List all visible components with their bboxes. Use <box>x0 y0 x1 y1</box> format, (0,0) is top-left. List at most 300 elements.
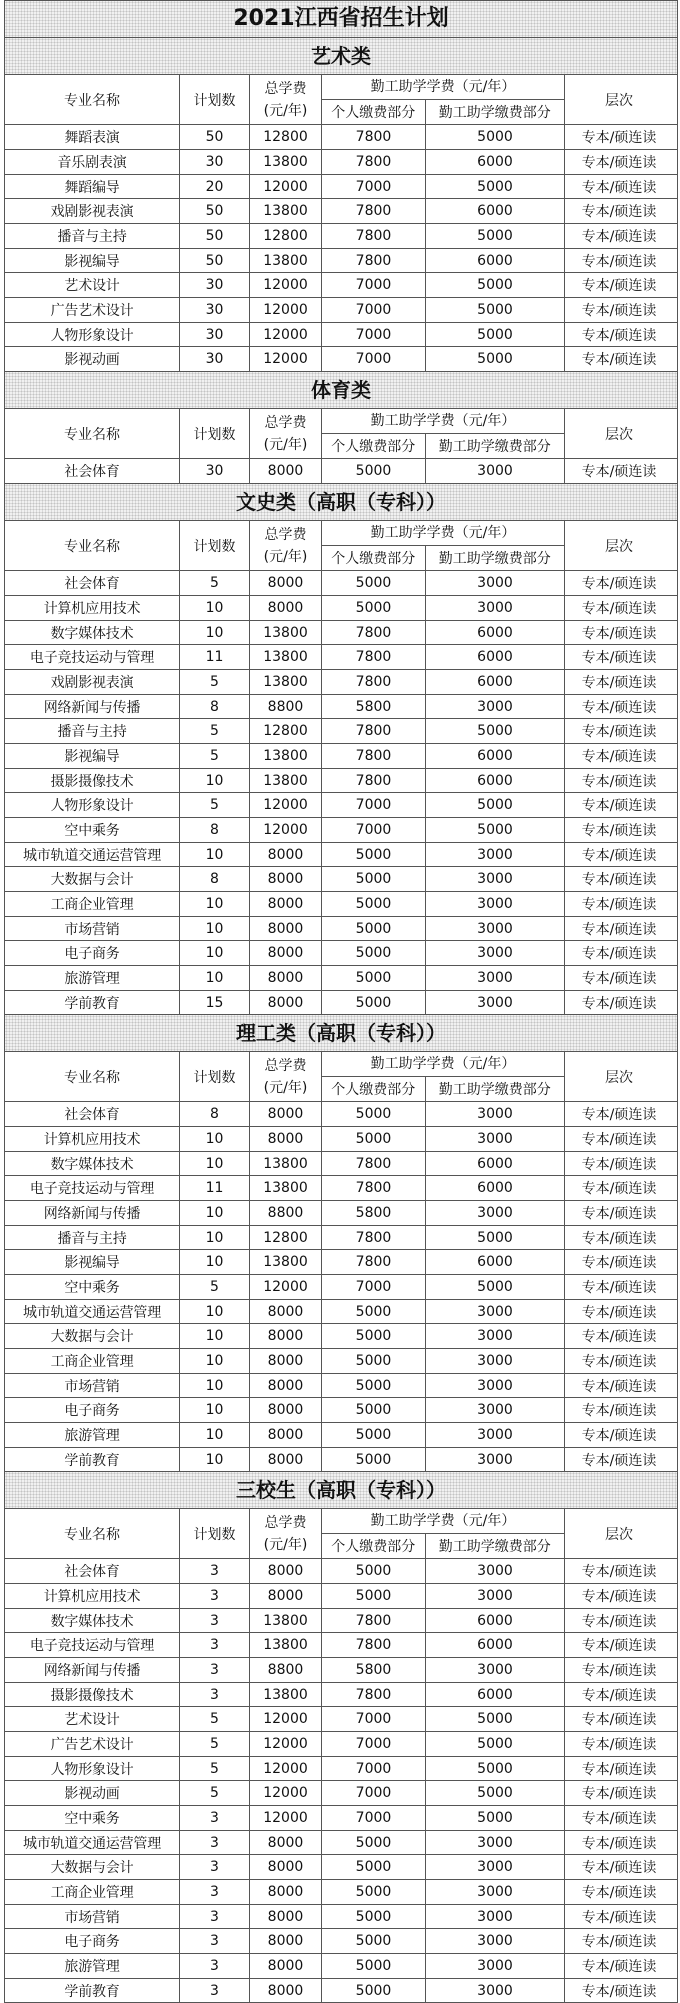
personal-fee-cell: 5800 <box>322 695 426 718</box>
work-study-fee-cell: 6000 <box>426 199 565 223</box>
total-fee-cell: 8800 <box>250 695 322 718</box>
major-name-cell: 社会体育 <box>5 1559 180 1583</box>
header-work-study-part: 勤工助学缴费部分 <box>438 105 551 121</box>
level-cell: 专本/硕连读 <box>581 278 657 294</box>
personal-fee-cell: 5000 <box>322 1905 426 1928</box>
personal-fee-cell: 7800 <box>322 1250 426 1274</box>
work-study-fee-cell: 3000 <box>426 1324 565 1348</box>
table-row <box>5 818 677 843</box>
table-row <box>5 1781 677 1806</box>
work-study-fee-cell: 5000 <box>426 1707 565 1731</box>
header-total-fee-line2: (元/年) <box>263 102 308 119</box>
total-fee-cell: 12800 <box>250 1226 322 1249</box>
table-row <box>5 125 677 150</box>
total-fee-cell: 12800 <box>250 224 322 248</box>
plan-count-cell: 5 <box>180 744 250 768</box>
header-total-fee <box>250 521 322 570</box>
level-cell: 专本/硕连读 <box>581 1452 657 1469</box>
total-fee-cell: 8000 <box>250 867 322 891</box>
header-major-name: 专业名称 <box>5 1052 180 1101</box>
column-header-row <box>5 1052 677 1102</box>
table-row <box>5 1880 677 1905</box>
plan-count-cell: 5 <box>180 1732 250 1756</box>
major-name-cell: 计算机应用技术 <box>5 1584 180 1608</box>
personal-fee-cell: 5000 <box>322 991 426 1014</box>
personal-fee-cell: 7000 <box>322 1781 426 1805</box>
personal-fee-cell: 7000 <box>322 1757 426 1780</box>
plan-count-cell: 30 <box>180 347 250 371</box>
work-study-fee-cell: 6000 <box>426 645 565 669</box>
plan-count-cell: 5 <box>180 793 250 817</box>
total-fee-cell: 8000 <box>250 459 322 483</box>
level-cell: 专本/硕连读 <box>581 1206 657 1222</box>
level-cell: 专本/硕连读 <box>581 946 657 962</box>
work-study-fee-cell: 5000 <box>426 347 565 371</box>
work-study-fee-cell: 5000 <box>426 1275 565 1299</box>
personal-fee-cell: 7000 <box>322 298 426 322</box>
column-header-row <box>5 1509 677 1559</box>
table-row <box>5 323 677 347</box>
work-study-fee-cell: 3000 <box>426 1658 565 1682</box>
level-cell: 专本/硕连读 <box>581 352 657 368</box>
work-study-fee-cell: 3000 <box>426 1201 565 1225</box>
level-cell: 专本/硕连读 <box>581 303 657 319</box>
level-cell: 专本/硕连读 <box>581 699 657 716</box>
major-name-cell: 电子竞技运动与管理 <box>5 1633 180 1657</box>
major-name-cell: 电子商务 <box>5 941 180 965</box>
major-name-cell: 市场营销 <box>5 917 180 940</box>
table-row <box>5 1979 677 2003</box>
table-row <box>5 1559 677 1584</box>
table-row <box>5 917 677 941</box>
plan-count-cell: 20 <box>180 175 250 198</box>
personal-fee-cell: 7000 <box>322 323 426 346</box>
work-study-fee-cell: 6000 <box>426 744 565 768</box>
work-study-fee-cell: 3000 <box>426 991 565 1014</box>
major-name-cell: 音乐剧表演 <box>5 150 180 174</box>
table-row <box>5 1929 677 1954</box>
work-study-fee-cell: 6000 <box>426 621 565 644</box>
major-name-cell: 空中乘务 <box>5 1806 180 1830</box>
personal-fee-cell: 5000 <box>322 596 426 620</box>
table-row <box>5 991 677 1015</box>
personal-fee-cell: 5000 <box>322 867 426 891</box>
total-fee-cell: 8000 <box>250 1559 322 1583</box>
level-cell: 专本/硕连读 <box>581 253 657 270</box>
major-name-cell: 舞蹈编导 <box>5 175 180 198</box>
total-fee-cell: 8000 <box>250 1831 322 1854</box>
total-fee-cell: 8000 <box>250 991 322 1014</box>
total-fee-cell: 12000 <box>250 1275 322 1299</box>
personal-fee-cell: 5000 <box>322 1398 426 1422</box>
table-row <box>5 793 677 818</box>
work-study-fee-cell: 6000 <box>426 1609 565 1632</box>
personal-fee-cell: 5000 <box>322 1929 426 1953</box>
plan-count-cell: 5 <box>180 1781 250 1805</box>
work-study-fee-cell: 6000 <box>426 150 565 174</box>
personal-fee-cell: 7000 <box>322 1732 426 1756</box>
level-cell: 专本/硕连读 <box>581 1255 657 1271</box>
header-work-study-title: 勤工助学学费（元/年） <box>322 1052 564 1077</box>
work-study-fee-cell: 6000 <box>426 670 565 694</box>
plan-count-cell: 10 <box>180 941 250 965</box>
personal-fee-cell: 7800 <box>322 1176 426 1200</box>
level-cell: 专本/硕连读 <box>581 130 657 146</box>
work-study-fee-cell: 3000 <box>426 1127 565 1151</box>
work-study-fee-cell: 6000 <box>426 1250 565 1274</box>
major-name-cell: 大数据与会计 <box>5 1324 180 1348</box>
table-row <box>5 645 677 670</box>
table-row <box>5 1176 677 1201</box>
table-row <box>5 1300 677 1324</box>
header-work-study-part: 勤工助学缴费部分 <box>438 551 551 567</box>
table-row <box>5 596 677 621</box>
table-row <box>5 744 677 769</box>
major-name-cell: 艺术设计 <box>5 273 180 297</box>
plan-count-cell: 3 <box>180 1609 250 1632</box>
header-total-fee-line1: 总学费 <box>264 414 307 431</box>
total-fee-cell: 8000 <box>250 1127 322 1151</box>
level-cell: 专本/硕连读 <box>581 1860 657 1876</box>
plan-count-cell: 3 <box>180 1633 250 1657</box>
table-row <box>5 1905 677 1929</box>
total-fee-cell: 8000 <box>250 1300 322 1323</box>
personal-fee-cell: 5000 <box>322 1584 426 1608</box>
table-row <box>5 1831 677 1855</box>
work-study-fee-cell: 5000 <box>426 125 565 149</box>
personal-fee-cell: 7800 <box>322 1609 426 1632</box>
work-study-fee-cell: 3000 <box>426 843 565 866</box>
total-fee-cell: 13800 <box>250 1250 322 1274</box>
work-study-fee-cell: 3000 <box>426 1954 565 1978</box>
total-fee-cell: 8800 <box>250 1201 322 1225</box>
personal-fee-cell: 5000 <box>322 1349 426 1373</box>
plan-count-cell: 10 <box>180 1374 250 1397</box>
major-name-cell: 广告艺术设计 <box>5 1732 180 1756</box>
work-study-fee-cell: 6000 <box>426 249 565 272</box>
level-cell: 专本/硕连读 <box>581 327 657 344</box>
work-study-fee-cell: 6000 <box>426 769 565 792</box>
level-cell: 专本/硕连读 <box>581 1786 657 1802</box>
work-study-fee-cell: 6000 <box>426 1633 565 1657</box>
personal-fee-cell: 5000 <box>322 1300 426 1323</box>
major-name-cell: 摄影摄像技术 <box>5 769 180 792</box>
plan-count-cell: 3 <box>180 1929 250 1953</box>
personal-fee-cell: 5000 <box>322 843 426 866</box>
total-fee-cell: 12000 <box>250 273 322 297</box>
major-name-cell: 计算机应用技术 <box>5 1127 180 1151</box>
section-heading: 理工类（高职（专科）） <box>5 1015 677 1052</box>
plan-count-cell: 10 <box>180 1250 250 1274</box>
header-total-fee <box>250 1052 322 1101</box>
level-cell: 专本/硕连读 <box>581 1737 657 1753</box>
personal-fee-cell: 5800 <box>322 1201 426 1225</box>
major-name-cell: 影视编导 <box>5 249 180 272</box>
major-name-cell: 影视编导 <box>5 1250 180 1274</box>
work-study-fee-cell: 6000 <box>426 1176 565 1200</box>
personal-fee-cell: 7000 <box>322 1806 426 1830</box>
total-fee-cell: 8000 <box>250 1423 322 1447</box>
plan-count-cell: 11 <box>180 1176 250 1200</box>
work-study-fee-cell: 6000 <box>426 1683 565 1706</box>
work-study-fee-cell: 3000 <box>426 1929 565 1953</box>
total-fee-cell: 8000 <box>250 1905 322 1928</box>
column-header-row <box>5 521 677 571</box>
major-name-cell: 学前教育 <box>5 991 180 1014</box>
work-study-fee-cell: 5000 <box>426 818 565 842</box>
personal-fee-cell: 7800 <box>322 719 426 743</box>
header-work-study-group <box>322 521 565 570</box>
level-cell: 专本/硕连读 <box>581 155 657 171</box>
work-study-fee-cell: 3000 <box>426 867 565 891</box>
level-cell: 专本/硕连读 <box>581 1638 657 1654</box>
header-level: 层次 <box>605 92 633 109</box>
work-study-fee-cell: 3000 <box>426 695 565 718</box>
work-study-fee-cell: 3000 <box>426 1398 565 1422</box>
personal-fee-cell: 5000 <box>322 1423 426 1447</box>
personal-fee-cell: 7800 <box>322 1633 426 1657</box>
major-name-cell: 数字媒体技术 <box>5 1152 180 1175</box>
personal-fee-cell: 7800 <box>322 150 426 174</box>
personal-fee-cell: 7000 <box>322 1275 426 1299</box>
table-row <box>5 769 677 793</box>
plan-count-cell: 3 <box>180 1806 250 1830</box>
header-work-study-group <box>322 409 565 458</box>
header-work-study-group <box>322 1052 565 1101</box>
plan-count-cell: 10 <box>180 1226 250 1249</box>
table-row <box>5 1374 677 1398</box>
level-cell: 专本/硕连读 <box>581 1934 657 1950</box>
major-name-cell: 社会体育 <box>5 459 180 483</box>
personal-fee-cell: 7800 <box>322 1226 426 1249</box>
personal-fee-cell: 7800 <box>322 621 426 644</box>
work-study-fee-cell: 3000 <box>426 1349 565 1373</box>
level-cell: 专本/硕连读 <box>581 1811 657 1827</box>
level-cell: 专本/硕连读 <box>581 1983 657 2000</box>
major-name-cell: 广告艺术设计 <box>5 298 180 322</box>
plan-count-cell: 50 <box>180 249 250 272</box>
total-fee-cell: 12000 <box>250 175 322 198</box>
personal-fee-cell: 5000 <box>322 571 426 595</box>
total-fee-cell: 12000 <box>250 818 322 842</box>
total-fee-cell: 13800 <box>250 199 322 223</box>
total-fee-cell: 8000 <box>250 596 322 620</box>
header-plan-count: 计划数 <box>180 409 250 458</box>
plan-count-cell: 8 <box>180 1102 250 1126</box>
level-cell: 专本/硕连读 <box>581 1230 657 1247</box>
total-fee-cell: 12000 <box>250 298 322 322</box>
header-work-study-title: 勤工助学学费（元/年） <box>322 409 564 434</box>
total-fee-cell: 13800 <box>250 249 322 272</box>
table-row <box>5 298 677 323</box>
plan-count-cell: 3 <box>180 1905 250 1928</box>
major-name-cell: 人物形象设计 <box>5 793 180 817</box>
personal-fee-cell: 5000 <box>322 1127 426 1151</box>
plan-count-cell: 5 <box>180 719 250 743</box>
plan-count-cell: 3 <box>180 1584 250 1608</box>
level-cell: 专本/硕连读 <box>581 1428 657 1444</box>
table-row <box>5 347 677 372</box>
total-fee-cell: 13800 <box>250 744 322 768</box>
total-fee-cell: 8000 <box>250 1584 322 1608</box>
table-row <box>5 867 677 892</box>
work-study-fee-cell: 5000 <box>426 1781 565 1805</box>
work-study-fee-cell: 3000 <box>426 1855 565 1879</box>
table-row <box>5 941 677 966</box>
total-fee-cell: 12800 <box>250 719 322 743</box>
total-fee-cell: 12000 <box>250 1707 322 1731</box>
header-work-study-group <box>322 75 565 124</box>
plan-count-cell: 11 <box>180 645 250 669</box>
table-row <box>5 695 677 719</box>
header-work-study-part: 勤工助学缴费部分 <box>438 1082 551 1098</box>
personal-fee-cell: 5000 <box>322 1559 426 1583</box>
level-cell: 专本/硕连读 <box>581 1589 657 1605</box>
table-row <box>5 1102 677 1127</box>
plan-count-cell: 10 <box>180 1398 250 1422</box>
total-fee-cell: 13800 <box>250 670 322 694</box>
level-cell: 专本/硕连读 <box>581 1132 657 1148</box>
table-row <box>5 199 677 224</box>
major-name-cell: 网络新闻与传播 <box>5 1201 180 1225</box>
header-total-fee-line2: (元/年) <box>263 1536 308 1553</box>
level-cell: 专本/硕连读 <box>581 464 657 480</box>
plan-count-cell: 50 <box>180 199 250 223</box>
table-row <box>5 719 677 744</box>
personal-fee-cell: 5000 <box>322 1979 426 2002</box>
table-row <box>5 273 677 298</box>
total-fee-cell: 8000 <box>250 1880 322 1904</box>
section-heading: 文史类（高职（专科）） <box>5 484 677 521</box>
plan-count-cell: 3 <box>180 1831 250 1854</box>
level-cell: 专本/硕连读 <box>581 650 657 666</box>
total-fee-cell: 13800 <box>250 1176 322 1200</box>
work-study-fee-cell: 3000 <box>426 1584 565 1608</box>
plan-count-cell: 10 <box>180 1300 250 1323</box>
plan-count-cell: 3 <box>180 1855 250 1879</box>
level-cell: 专本/硕连读 <box>581 1354 657 1370</box>
total-fee-cell: 8800 <box>250 1658 322 1682</box>
personal-fee-cell: 5000 <box>322 1374 426 1397</box>
level-cell: 专本/硕连读 <box>581 995 657 1012</box>
table-row <box>5 1954 677 1979</box>
header-major-name: 专业名称 <box>5 1509 180 1558</box>
personal-fee-cell: 7800 <box>322 199 426 223</box>
level-cell: 专本/硕连读 <box>581 1181 657 1197</box>
level-cell: 专本/硕连读 <box>581 601 657 617</box>
total-fee-cell: 8000 <box>250 1398 322 1422</box>
plan-count-cell: 15 <box>180 991 250 1014</box>
personal-fee-cell: 7800 <box>322 645 426 669</box>
personal-fee-cell: 5000 <box>322 1855 426 1879</box>
plan-count-cell: 10 <box>180 769 250 792</box>
table-row <box>5 1226 677 1250</box>
plan-count-cell: 5 <box>180 1275 250 1299</box>
header-total-fee-line2: (元/年) <box>263 548 308 565</box>
plan-count-cell: 10 <box>180 1127 250 1151</box>
section-heading: 体育类 <box>5 372 677 409</box>
table-sections <box>5 38 677 2003</box>
plan-count-cell: 10 <box>180 843 250 866</box>
total-fee-cell: 8000 <box>250 843 322 866</box>
major-name-cell: 电子竞技运动与管理 <box>5 1176 180 1200</box>
personal-fee-cell: 7800 <box>322 769 426 792</box>
major-name-cell: 数字媒体技术 <box>5 621 180 644</box>
table-row <box>5 1658 677 1683</box>
major-name-cell: 工商企业管理 <box>5 1349 180 1373</box>
total-fee-cell: 12000 <box>250 1781 322 1805</box>
total-fee-cell: 12000 <box>250 1806 322 1830</box>
header-major-name: 专业名称 <box>5 75 180 124</box>
major-name-cell: 市场营销 <box>5 1905 180 1928</box>
personal-fee-cell: 7800 <box>322 744 426 768</box>
header-total-fee-line1: 总学费 <box>264 1057 307 1074</box>
work-study-fee-cell: 6000 <box>426 1152 565 1175</box>
table-row <box>5 670 677 695</box>
work-study-fee-cell: 5000 <box>426 175 565 198</box>
table-row <box>5 1757 677 1781</box>
header-plan-count: 计划数 <box>180 1509 250 1558</box>
major-name-cell: 市场营销 <box>5 1374 180 1397</box>
work-study-fee-cell: 3000 <box>426 966 565 990</box>
plan-count-cell: 30 <box>180 323 250 346</box>
work-study-fee-cell: 3000 <box>426 459 565 483</box>
table-row <box>5 1633 677 1658</box>
total-fee-cell: 8000 <box>250 1349 322 1373</box>
personal-fee-cell: 5000 <box>322 892 426 916</box>
major-name-cell: 旅游管理 <box>5 966 180 990</box>
total-fee-cell: 8000 <box>250 892 322 916</box>
header-plan-count: 计划数 <box>180 75 250 124</box>
personal-fee-cell: 5000 <box>322 917 426 940</box>
header-level: 层次 <box>605 1069 633 1086</box>
work-study-fee-cell: 5000 <box>426 224 565 248</box>
plan-count-cell: 10 <box>180 1201 250 1225</box>
header-work-study-title: 勤工助学学费（元/年） <box>322 521 564 546</box>
work-study-fee-cell: 5000 <box>426 1757 565 1780</box>
personal-fee-cell: 5000 <box>322 1831 426 1854</box>
level-cell: 专本/硕连读 <box>581 921 657 938</box>
level-cell: 专本/硕连读 <box>581 724 657 740</box>
total-fee-cell: 12000 <box>250 1757 322 1780</box>
header-total-fee-line2: (元/年) <box>263 436 308 453</box>
work-study-fee-cell: 3000 <box>426 1300 565 1323</box>
table-row <box>5 1324 677 1349</box>
major-name-cell: 播音与主持 <box>5 224 180 248</box>
work-study-fee-cell: 3000 <box>426 1905 565 1928</box>
level-cell: 专本/硕连读 <box>581 1712 657 1728</box>
plan-count-cell: 50 <box>180 125 250 149</box>
level-cell: 专本/硕连读 <box>581 872 657 888</box>
header-work-study-group <box>322 1509 565 1558</box>
work-study-fee-cell: 5000 <box>426 323 565 346</box>
total-fee-cell: 13800 <box>250 645 322 669</box>
table-row <box>5 1707 677 1732</box>
plan-count-cell: 5 <box>180 670 250 694</box>
level-cell: 专本/硕连读 <box>581 1885 657 1901</box>
header-level: 层次 <box>605 538 633 555</box>
header-work-study-part: 勤工助学缴费部分 <box>438 439 551 455</box>
total-fee-cell: 8000 <box>250 1855 322 1879</box>
major-name-cell: 旅游管理 <box>5 1954 180 1978</box>
header-total-fee <box>250 409 322 458</box>
level-cell: 专本/硕连读 <box>581 971 657 987</box>
major-name-cell: 城市轨道交通运营管理 <box>5 1300 180 1323</box>
plan-count-cell: 8 <box>180 695 250 718</box>
table-row <box>5 892 677 917</box>
plan-count-cell: 30 <box>180 298 250 322</box>
personal-fee-cell: 7800 <box>322 1683 426 1706</box>
